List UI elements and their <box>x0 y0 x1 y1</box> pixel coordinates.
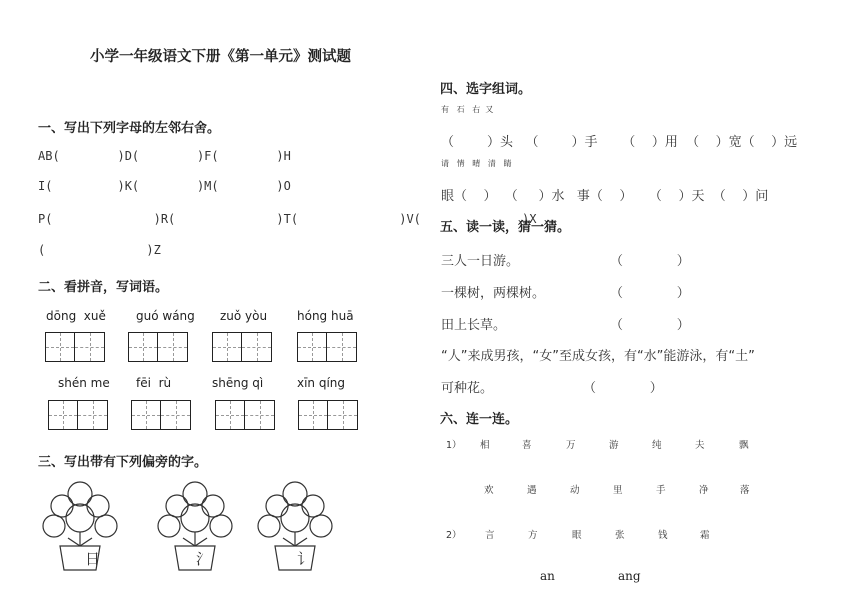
page-title: 小学一年级语文下册《第一单元》测试题 <box>90 49 351 65</box>
section1-heading: 一、写出下列字母的左邻右舍。 <box>38 121 221 136</box>
riddle-1-blank[interactable]: （ ） <box>610 254 690 269</box>
match-word: 净 <box>699 485 709 496</box>
letters-line-4: ( )Z <box>38 243 161 257</box>
pinyin-2: guó wáng <box>136 309 195 323</box>
flower-pot-icon <box>155 478 235 573</box>
section4-line-2: 眼（ ） （ ）水 事（ ） （ ）天 （ ）问 <box>441 189 769 204</box>
pinyin-3: zuǒ yòu <box>220 309 268 323</box>
section5-heading: 五、读一读，猜一猜。 <box>440 220 571 235</box>
flower-pot-icon <box>40 478 120 573</box>
match-word: 言 <box>485 530 495 541</box>
writing-grid-3[interactable] <box>212 332 272 362</box>
riddle-1: 三人一日游。 <box>441 254 520 269</box>
riddle-2-blank[interactable]: （ ） <box>610 286 690 301</box>
pinyin-4: hóng huā <box>297 309 354 323</box>
section6-heading: 六、连一连。 <box>440 412 519 427</box>
radical-3: 讠 <box>297 550 313 568</box>
riddle-2: 一棵树，两棵树。 <box>441 286 546 301</box>
riddle-3-blank[interactable]: （ ） <box>610 318 690 333</box>
riddle-4-line1: “人”来成男孩，“女”至成女孩，有“水”能游泳，有“土” <box>441 349 755 364</box>
riddle-4-blank[interactable]: （ ） <box>583 381 663 396</box>
radical-2: 氵 <box>196 550 212 568</box>
section4-chars-1: 有 石 右 又 <box>441 105 494 114</box>
match-word: 手 <box>656 485 666 496</box>
match-word: 钱 <box>658 530 668 541</box>
writing-grid-2[interactable] <box>128 332 188 362</box>
match-word: 相 <box>480 440 490 451</box>
section4-heading: 四、选字组词。 <box>440 82 532 97</box>
rhyme-ang: ang <box>618 569 641 583</box>
match-word: 飘 <box>739 440 749 451</box>
match-word: 纯 <box>652 440 662 451</box>
match-q1-label: 1） <box>446 440 462 451</box>
match-word: 动 <box>570 485 580 496</box>
writing-grid-1[interactable] <box>45 332 105 362</box>
match-word: 欢 <box>484 485 494 496</box>
match-word: 霜 <box>700 530 710 541</box>
radical-1: 日 <box>85 550 101 568</box>
letters-line-1: AB( )D( )F( )H <box>38 149 291 163</box>
pinyin-5: shén me <box>58 376 110 390</box>
match-word: 落 <box>740 485 750 496</box>
letters-line-2: I( )K( )M( )O <box>38 179 291 193</box>
rhyme-an: an <box>540 569 555 583</box>
writing-grid-5[interactable] <box>48 400 108 430</box>
pinyin-7: shēng qì <box>212 376 264 390</box>
writing-grid-7[interactable] <box>215 400 275 430</box>
pinyin-1: dōng xuě <box>46 309 106 323</box>
writing-grid-4[interactable] <box>297 332 357 362</box>
pinyin-8: xīn qíng <box>297 376 346 390</box>
section2-heading: 二、看拼音，写词语。 <box>38 280 169 295</box>
section3-heading: 三、写出带有下列偏旁的字。 <box>38 455 208 470</box>
match-word: 里 <box>613 485 623 496</box>
match-word: 游 <box>609 440 619 451</box>
section4-line-1: （ ）头 （ ）手 （ ）用 （ ）宽（ ）远 <box>441 135 798 150</box>
section4-chars-2: 请 情 晴 清 睛 <box>441 159 512 168</box>
match-word: 眼 <box>572 530 582 541</box>
letters-line-3: P( )R( )T( )V( )X <box>38 212 537 226</box>
match-word: 万 <box>566 440 576 451</box>
pinyin-6: fēi rù <box>136 376 172 390</box>
match-word: 夫 <box>695 440 705 451</box>
writing-grid-6[interactable] <box>131 400 191 430</box>
riddle-3: 田上长草。 <box>441 318 507 333</box>
match-word: 喜 <box>522 440 532 451</box>
match-word: 方 <box>528 530 538 541</box>
match-q2-label: 2） <box>446 530 462 541</box>
match-word: 遇 <box>527 485 537 496</box>
match-word: 张 <box>615 530 625 541</box>
flower-pot-icon <box>255 478 335 573</box>
riddle-4-line2: 可种花。 <box>441 381 494 396</box>
writing-grid-8[interactable] <box>298 400 358 430</box>
